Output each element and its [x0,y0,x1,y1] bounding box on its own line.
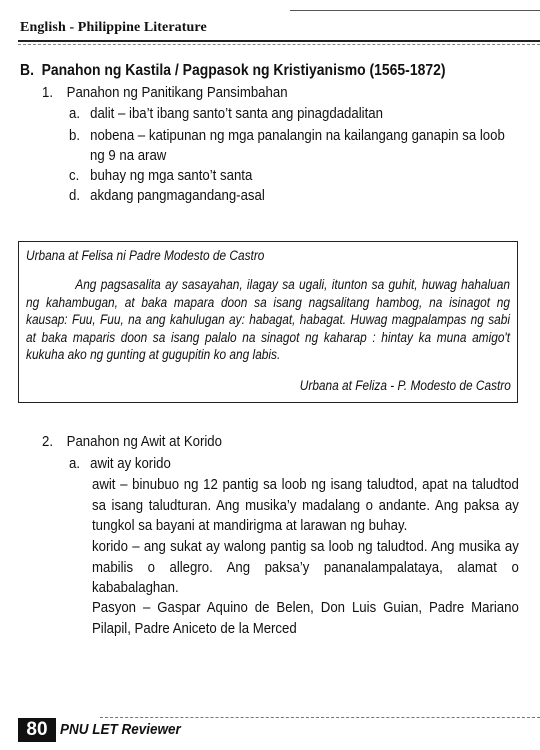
header-rule [18,40,540,42]
list-item-d [69,187,265,204]
list-item-b-continuation: ng 9 na araw [90,147,167,164]
list-item-a [69,105,383,122]
quote-attribution: Urbana at Feliza - P. Modesto de Castro [299,378,511,393]
list-item-text: akdang pangmagandang-asal [90,187,265,204]
subsection-2-title: Panahon ng Awit at Korido [66,433,222,450]
list-item-text: awit ay korido [90,455,171,472]
section-b-letter: B. [20,62,34,79]
paragraph-pasyon: Pasyon – Gaspar Aquino de Belen, Don Luis Guian, Padre Mariano Pilapil, Padre Aniceto de la Merced [92,599,519,637]
subsection-2-heading [42,433,222,450]
subsection-1-title: Panahon ng Panitikang Pansimbahan [66,84,288,101]
list-item-text: dalit – iba’t ibang santo’t santa ang pinagdadalitan [90,105,383,122]
list-item-letter: d. [69,187,81,204]
list-item-letter: c. [69,167,80,184]
subsection-1-number: 1. [42,84,54,101]
page-number: 80 [18,718,56,742]
header-rule-dashed [18,44,540,45]
paragraph-awit: awit – binubuo ng 12 pantig sa loob ng isang taludtod, apat na taludtod sa isang taludturan. Ang musika’y madalang o andante. Ang paksa ay tungkol sa bayani at mandirigma at larawan ng buhay. [92,476,519,534]
section-b-heading [20,62,446,80]
quote-title: Urbana at Felisa ni Padre Modesto de Castro [26,248,265,263]
subsection-2-number: 2. [42,433,54,450]
section-b-title: Panahon ng Kastila / Pagpasok ng Kristiyanismo (1565-1872) [41,62,446,79]
list-item-text: nobena – katipunan ng mga panalangin na kailangang ganapin sa loob [90,127,505,144]
footer-rule [100,717,540,718]
paragraph-korido: korido – ang sukat ay walong pantig sa loob ng taludtod. Ang musika ay mabilis o allegro. Ang paksa’y pananalampalataya, alamat o kababalaghan. [92,538,519,596]
list-item-text: buhay ng mga santo’t santa [90,167,253,184]
quote-box [18,241,518,403]
list-item-letter: a. [69,105,81,122]
list-item-b [69,127,505,144]
list-item-letter: a. [69,455,81,472]
footer-title: PNU LET Reviewer [60,721,181,738]
list-item-c [69,167,252,184]
header-top-rule [290,10,540,11]
list-item-2a [69,455,171,472]
list-item-letter: b. [69,127,81,144]
subsection-1-heading [42,84,288,101]
running-header-title: English - Philippine Literature [20,20,207,35]
quote-body: Ang pagsasalita ay sasayahan, ilagay sa ugali, itunton sa guhit, huwag hahaluan ng kahambugan, at baka mapara doon sa isang nagsalitang hambog, na isinagot ng kausap: Fuu, Fuu, na ang kahulugan ay: habagat, habagat. Huwag magpalampas ng sabi at baka maparis doon sa isang palalo na sinagot ng kaharap : hintay ka muna amigo't kukuha ako ng gunting at gugupitin ko ang labis. [26,277,510,362]
